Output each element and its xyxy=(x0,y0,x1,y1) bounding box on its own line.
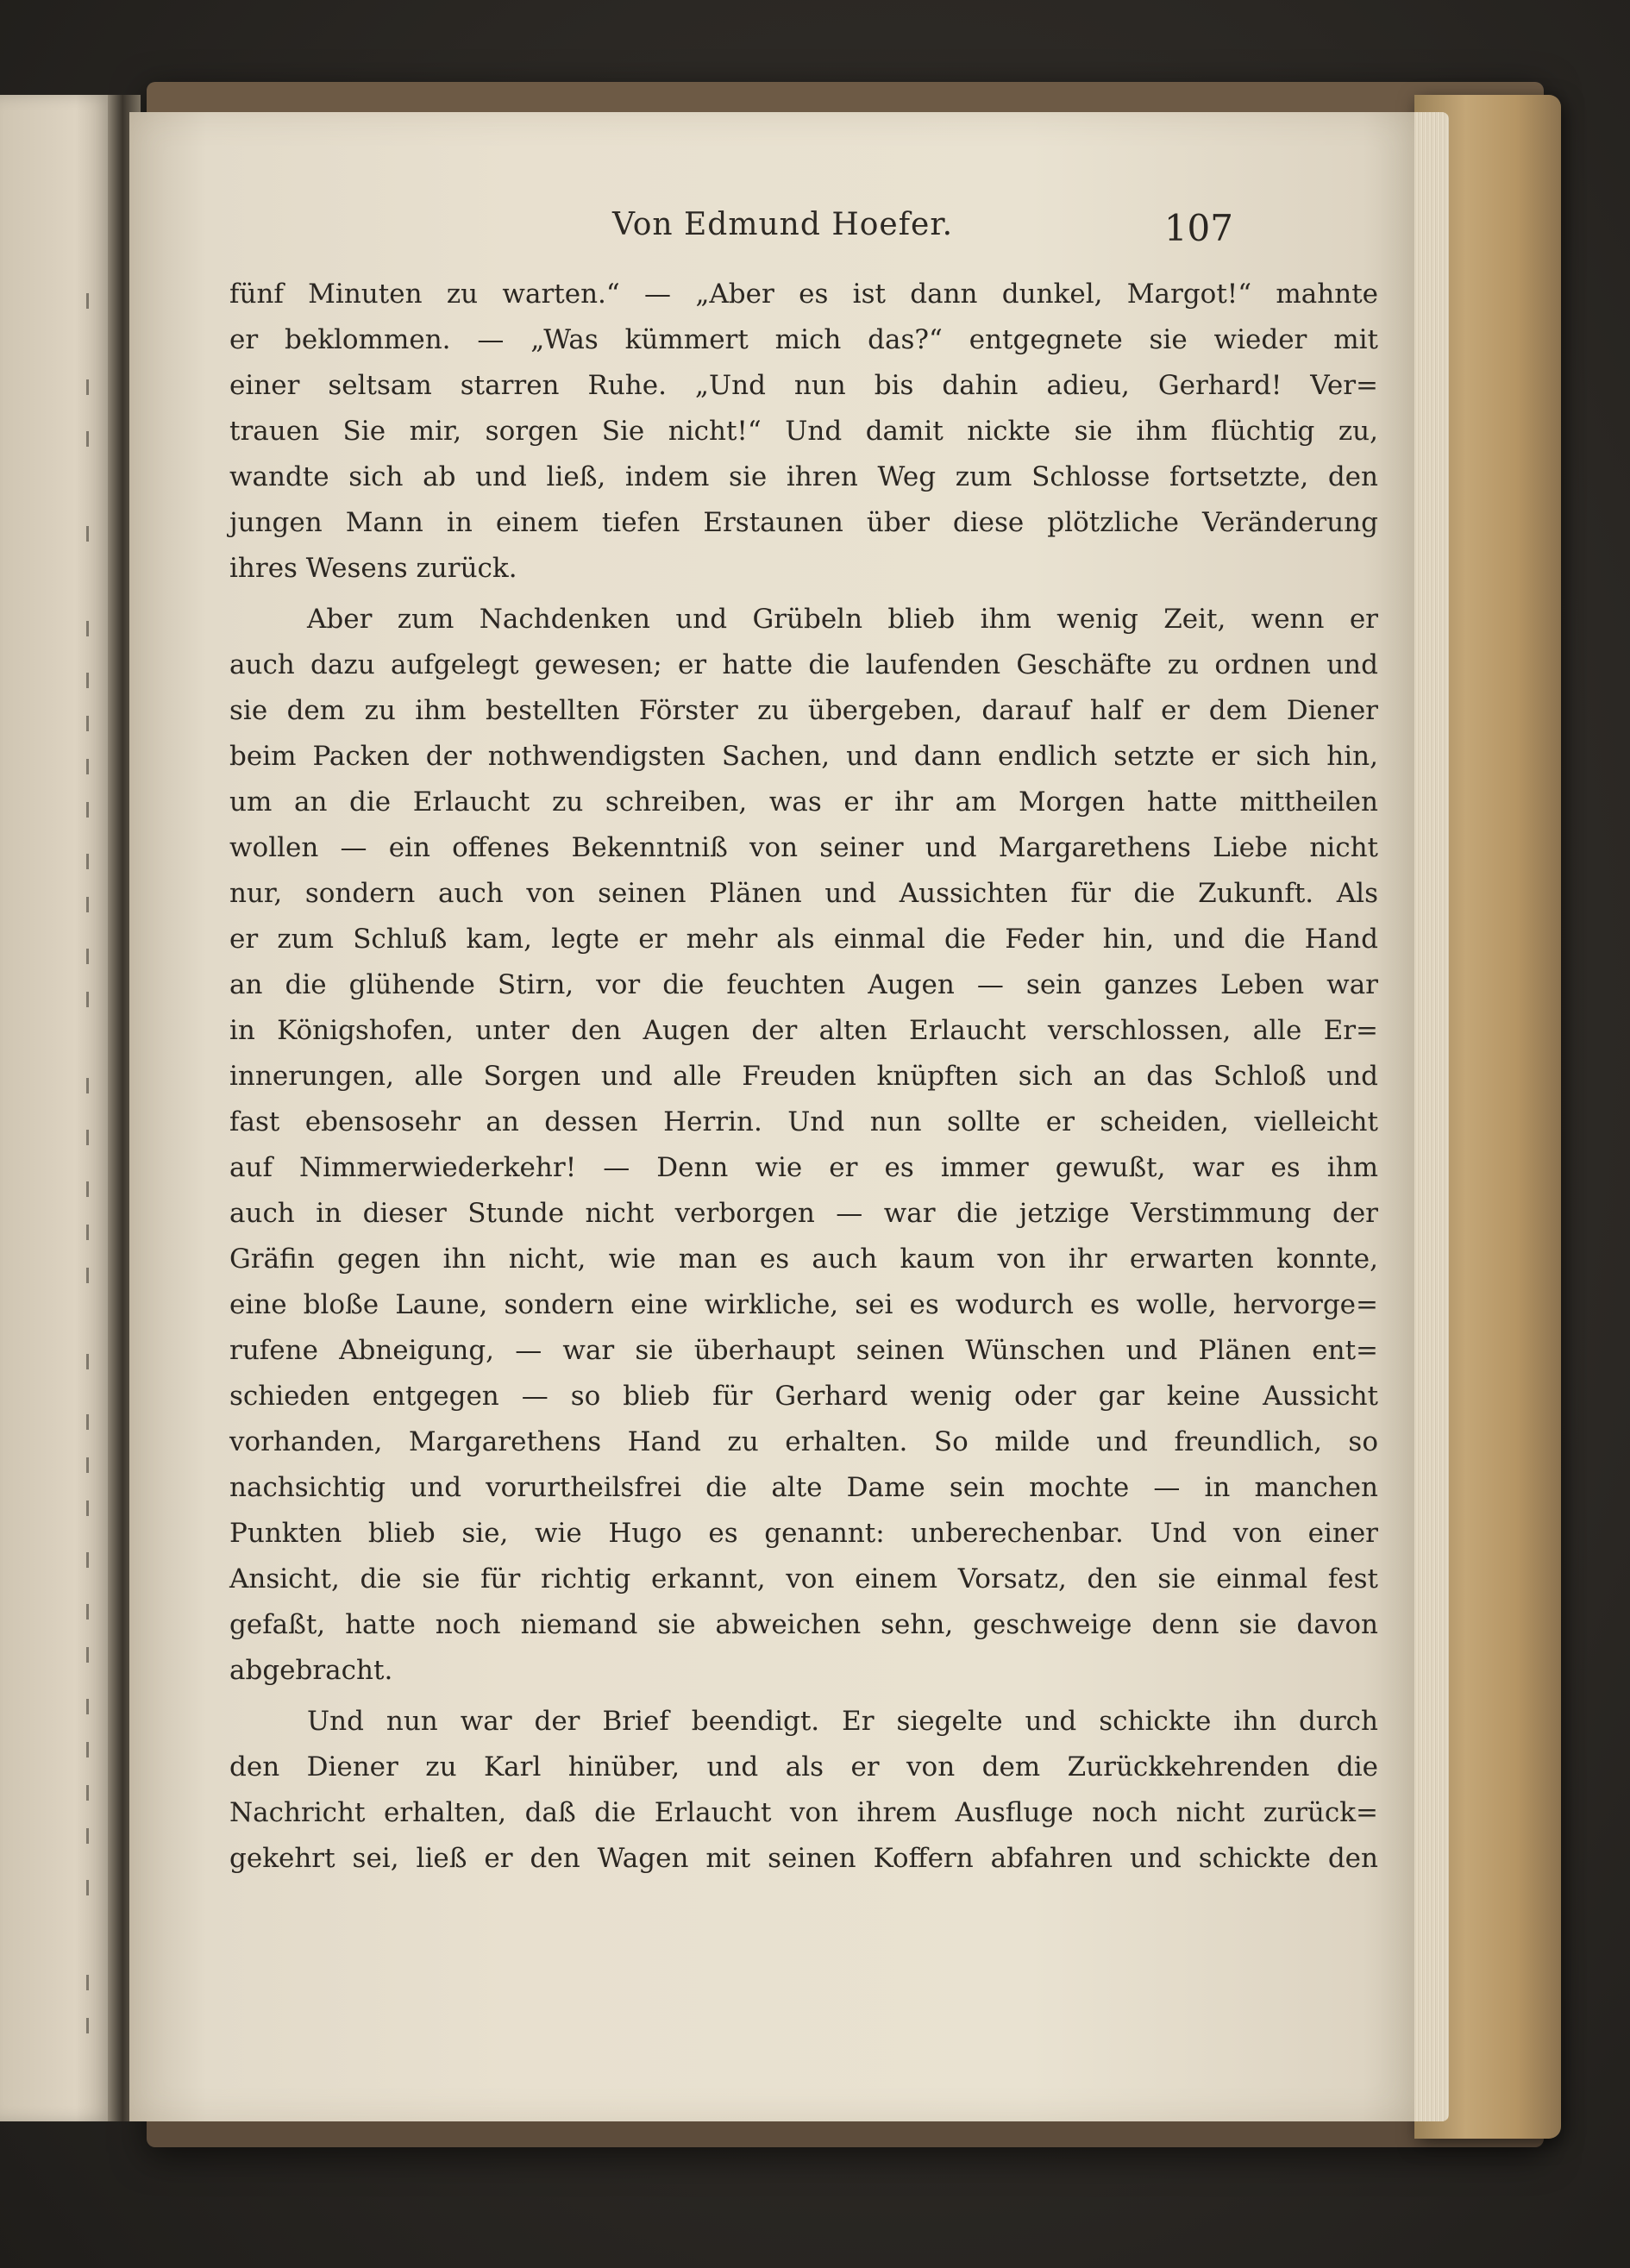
text-fragment xyxy=(76,1501,89,1516)
text-line: Ansicht, die sie für richtig erkannt, von einem Vorsatz, den sie einmal fest xyxy=(229,1563,1378,1594)
text-fragment xyxy=(76,1225,89,1240)
text-fragment xyxy=(76,854,89,869)
text-line: wollen — ein offenes Bekenntniß von seiner und Margarethens Liebe nicht xyxy=(229,832,1378,863)
text-line: um an die Erlaucht zu schreiben, was er ihr am Morgen hatte mittheilen xyxy=(229,786,1378,818)
text-fragment xyxy=(76,1742,89,1757)
text-line: Aber zum Nachdenken und Grübeln blieb ihm wenig Zeit, wenn er xyxy=(307,604,1378,635)
text-line: einer seltsam starren Ruhe. „Und nun bis dahin adieu, Gerhard! Ver= xyxy=(229,370,1378,401)
previous-page-edge xyxy=(0,95,116,2121)
text-line: auch in dieser Stunde nicht verborgen — war die jetzige Verstimmung der xyxy=(229,1198,1378,1229)
text-line: rufene Abneigung, — war sie überhaupt seinen Wünschen und Plänen ent= xyxy=(229,1335,1378,1366)
text-line: sie dem zu ihm bestellten Förster zu übergeben, darauf half er dem Diener xyxy=(229,695,1378,726)
text-line: er beklommen. — „Was kümmert mich das?“ entgegnete sie wieder mit xyxy=(229,324,1378,355)
text-fragment xyxy=(76,759,89,774)
page-number: 107 xyxy=(1163,207,1233,249)
text-fragment xyxy=(76,379,89,395)
text-line: an die glühende Stirn, vor die feuchten Augen — sein ganzes Leben war xyxy=(229,969,1378,1000)
text-line: gefaßt, hatte noch niemand sie abweichen sehn, geschweige denn sie davon xyxy=(229,1609,1378,1640)
text-fragment xyxy=(76,897,89,912)
text-line: er zum Schluß kam, legte er mehr als einmal die Feder hin, und die Hand xyxy=(229,924,1378,955)
text-line: eine bloße Laune, sondern eine wirkliche, sei es wodurch es wolle, hervorge= xyxy=(229,1289,1378,1320)
text-fragment xyxy=(76,1268,89,1283)
text-fragment xyxy=(76,1552,89,1568)
text-line: Gräfin gegen ihn nicht, wie man es auch kaum von ihr erwarten konnte, xyxy=(229,1244,1378,1275)
text-line: auf Nimmerwiederkehr! — Denn wie er es immer gewußt, war es ihm xyxy=(229,1152,1378,1183)
text-line: abgebracht. xyxy=(229,1655,393,1686)
text-fragment xyxy=(76,1975,89,1990)
text-line: wandte sich ab und ließ, indem sie ihren Weg zum Schlosse fortsetzte, den xyxy=(229,461,1378,492)
text-fragment xyxy=(76,1457,89,1473)
text-fragment xyxy=(76,1414,89,1430)
text-line: schieden entgegen — so blieb für Gerhard wenig oder gar keine Aussicht xyxy=(229,1381,1378,1412)
text-line: jungen Mann in einem tiefen Erstaunen über diese plötzliche Veränderung xyxy=(229,507,1378,538)
book-page xyxy=(129,112,1414,2121)
text-fragment xyxy=(76,1785,89,1801)
text-line: fast ebensosehr an dessen Herrin. Und nun sollte er scheiden, vielleicht xyxy=(229,1106,1378,1137)
running-head-title: Von Edmund Hoefer. xyxy=(612,207,954,242)
body-text xyxy=(229,272,1378,1882)
text-fragment xyxy=(76,1130,89,1145)
text-fragment xyxy=(76,1828,89,1844)
text-line: Punkten blieb sie, wie Hugo es genannt: unberechenbar. Und von einer xyxy=(229,1518,1378,1549)
text-fragment xyxy=(76,1647,89,1663)
text-line: ihres Wesens zurück. xyxy=(229,553,517,584)
text-fragment xyxy=(76,1880,89,1895)
text-line: in Königshofen, unter den Augen der alten Erlaucht verschlossen, alle Er= xyxy=(229,1015,1378,1046)
text-line: gekehrt sei, ließ er den Wagen mit seinen Koffern abfahren und schickte den xyxy=(229,1843,1378,1874)
text-fragment xyxy=(76,526,89,542)
text-line: innerungen, alle Sorgen und alle Freuden knüpften sich an das Schloß und xyxy=(229,1061,1378,1092)
text-fragment xyxy=(76,716,89,731)
text-line: auch dazu aufgelegt gewesen; er hatte die laufenden Geschäfte zu ordnen und xyxy=(229,649,1378,680)
text-fragment xyxy=(76,431,89,447)
text-line: Nachricht erhalten, daß die Erlaucht von ihrem Ausfluge noch nicht zurück= xyxy=(229,1797,1378,1828)
running-head xyxy=(612,207,1302,259)
text-line: Und nun war der Brief beendigt. Er siegelte und schickte ihn durch xyxy=(307,1706,1378,1737)
text-fragment xyxy=(76,1604,89,1620)
text-fragment xyxy=(76,802,89,818)
text-fragment xyxy=(76,992,89,1007)
text-fragment xyxy=(76,1699,89,1714)
text-line: trauen Sie mir, sorgen Sie nicht!“ Und damit nickte sie ihm flüchtig zu, xyxy=(229,416,1378,447)
text-line: fünf Minuten zu warten.“ — „Aber es ist dann dunkel, Margot!“ mahnte xyxy=(229,279,1378,310)
text-fragment xyxy=(76,1354,89,1369)
text-fragment xyxy=(76,293,89,309)
text-line: den Diener zu Karl hinüber, und als er von dem Zurückkehrenden die xyxy=(229,1751,1378,1782)
text-line: beim Packen der nothwendigsten Sachen, und dann endlich setzte er sich hin, xyxy=(229,741,1378,772)
text-fragment xyxy=(76,949,89,964)
text-fragment xyxy=(76,2018,89,2033)
text-fragment xyxy=(76,1078,89,1093)
text-fragment xyxy=(76,621,89,636)
text-fragment xyxy=(76,673,89,688)
text-fragment xyxy=(76,1181,89,1197)
text-line: vorhanden, Margarethens Hand zu erhalten. So milde und freundlich, so xyxy=(229,1426,1378,1457)
text-line: nur, sondern auch von seinen Plänen und Aussichten für die Zukunft. Als xyxy=(229,878,1378,909)
text-line: nachsichtig und vorurtheilsfrei die alte Dame sein mochte — in manchen xyxy=(229,1472,1378,1503)
